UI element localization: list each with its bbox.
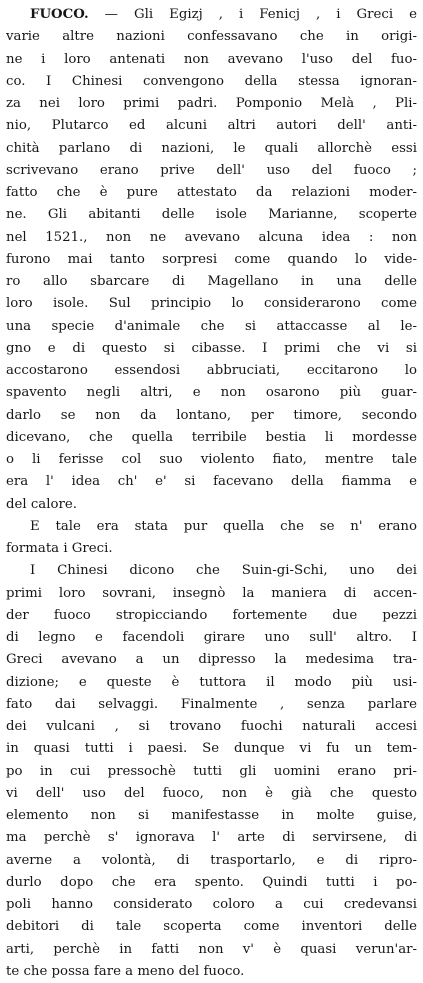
text-line — [6, 538, 417, 560]
text-line — [6, 872, 417, 894]
line-text: chità parlano di nazioni, le quali allorchè essi — [6, 140, 417, 156]
text-line — [6, 26, 417, 48]
text-line — [6, 961, 417, 983]
paragraph — [6, 516, 417, 561]
text-line — [6, 4, 417, 26]
text-line — [6, 783, 417, 805]
line-text: vi dell' uso del fuoco, non è già che questo — [6, 785, 417, 801]
line-text: era l' idea ch' e' si facevano della fiamma e — [6, 474, 417, 490]
line-text: gno e di questo si cibasse. I primi che vi si — [6, 340, 417, 356]
text-line — [6, 605, 417, 627]
line-text: in quasi tutti i paesi. Se dunque vi fu un tem- — [6, 741, 417, 757]
line-text: po in cui pressochè tutti gli uomini erano pri- — [6, 763, 417, 779]
line-text: ne i loro antenati non avevano l'uso del fuo- — [6, 51, 417, 67]
line-text: spavento negli altri, e non osarono più guar- — [6, 385, 417, 401]
line-text: ma perchè s' ignorava l' arte di servirsene, di — [6, 830, 417, 846]
line-text: dizione; e queste è tuttora il modo più usi- — [6, 674, 417, 690]
text-line — [6, 761, 417, 783]
text-line — [6, 449, 417, 471]
text-line — [6, 271, 417, 293]
text-line — [6, 649, 417, 671]
line-text: o li ferisse col suo violento fiato, mentre tale — [6, 452, 417, 467]
document-page — [6, 4, 417, 983]
text-line — [6, 738, 417, 760]
line-text: fatto che è pure attestato da relazioni moder- — [6, 185, 417, 200]
text-line — [6, 316, 417, 338]
text-line — [6, 382, 417, 404]
text-line — [6, 71, 417, 93]
text-line — [6, 160, 417, 182]
line-text: I Chinesi dicono che Suin-gi-Schi, uno dei — [30, 563, 417, 579]
line-text: elemento non si manifestasse in molte guise, — [6, 808, 417, 823]
text-line — [6, 850, 417, 872]
text-line — [6, 494, 417, 516]
line-text: varie altre nazioni confessavano che in origi- — [6, 29, 417, 45]
text-line — [6, 805, 417, 827]
line-text: — Gli Egizj , i Fenicj , i Greci e — [88, 7, 417, 22]
line-text: ne. Gli abitanti delle isole Marianne, scoperte — [6, 207, 417, 223]
line-text: za nei loro primi padri. Pomponio Melà , Pli- — [6, 96, 417, 111]
text-line — [6, 694, 417, 716]
text-line — [6, 249, 417, 271]
line-text: loro isole. Sul principio lo considerarono come — [6, 296, 417, 312]
text-line — [6, 471, 417, 493]
line-text: dei vulcani , si trovano fuochi naturali accesi — [6, 719, 417, 734]
line-text: durlo dopo che era spento. Quindi tutti i po- — [6, 874, 417, 890]
text-line — [6, 627, 417, 649]
line-text: E tale era stata pur quella che se n' erano — [30, 518, 417, 534]
text-line — [6, 894, 417, 916]
text-line — [6, 227, 417, 249]
line-text: te che possa fare a meno del fuoco. — [6, 963, 245, 979]
line-text: Greci avevano a un dipresso la medesima tra- — [6, 652, 417, 668]
line-text: accostarono essendosi abbruciati, eccitarono lo — [6, 363, 417, 378]
text-line — [6, 49, 417, 71]
text-line — [6, 716, 417, 738]
line-text: arti, perchè in fatti non v' è quasi verun'ar- — [6, 941, 417, 957]
line-text: scrivevano erano prive dell' uso del fuoco ; — [6, 162, 417, 178]
article-body — [6, 4, 417, 983]
text-line — [6, 138, 417, 160]
line-text: nel 1521., non ne avevano alcuna idea : non — [6, 229, 417, 245]
line-text: una specie d'animale che si attaccasse al le- — [6, 318, 417, 334]
line-text: co. I Chinesi convengono della stessa ignoran- — [6, 73, 417, 89]
text-line — [6, 338, 417, 360]
line-text: debitori di tale scoperta come inventori delle — [6, 919, 417, 935]
headword: FUOCO. — [30, 7, 89, 22]
line-text: nio, Plutarco ed alcuni altri autori dell' anti- — [6, 118, 417, 134]
line-text: fato dai selvaggi. Finalmente , senza parlare — [6, 696, 417, 712]
line-text: ro allo sbarcare di Magellano in una delle — [6, 274, 417, 289]
text-line — [6, 560, 417, 582]
text-line — [6, 204, 417, 226]
paragraph — [6, 4, 417, 516]
line-text: averne a volontà, di trasportarlo, e di ripro- — [6, 852, 417, 868]
line-text: furono mai tanto sorpresi come quando lo vide- — [6, 251, 417, 267]
paragraph — [6, 560, 417, 983]
text-line — [6, 827, 417, 849]
text-line — [6, 405, 417, 427]
text-line — [6, 672, 417, 694]
line-text: del calore. — [6, 496, 77, 512]
line-text: di legno e facendoli girare uno sull' altro. I — [6, 630, 417, 645]
line-text: primi loro sovrani, insegnò la maniera di accen- — [6, 585, 417, 601]
text-line — [6, 115, 417, 137]
text-line — [6, 516, 417, 538]
line-text: darlo se non da lontano, per timore, secondo — [6, 407, 417, 423]
text-line — [6, 93, 417, 115]
line-text: formata i Greci. — [6, 541, 113, 556]
text-line — [6, 583, 417, 605]
text-line — [6, 939, 417, 961]
text-line — [6, 916, 417, 938]
text-line — [6, 293, 417, 315]
text-line — [6, 360, 417, 382]
line-text: der fuoco stropicciando fortemente due pezzi — [6, 607, 417, 623]
text-line — [6, 182, 417, 204]
line-text: dicevano, che quella terribile bestia li mordesse — [6, 429, 417, 445]
text-line — [6, 427, 417, 449]
line-text: poli hanno considerato coloro a cui credevansi — [6, 897, 417, 912]
